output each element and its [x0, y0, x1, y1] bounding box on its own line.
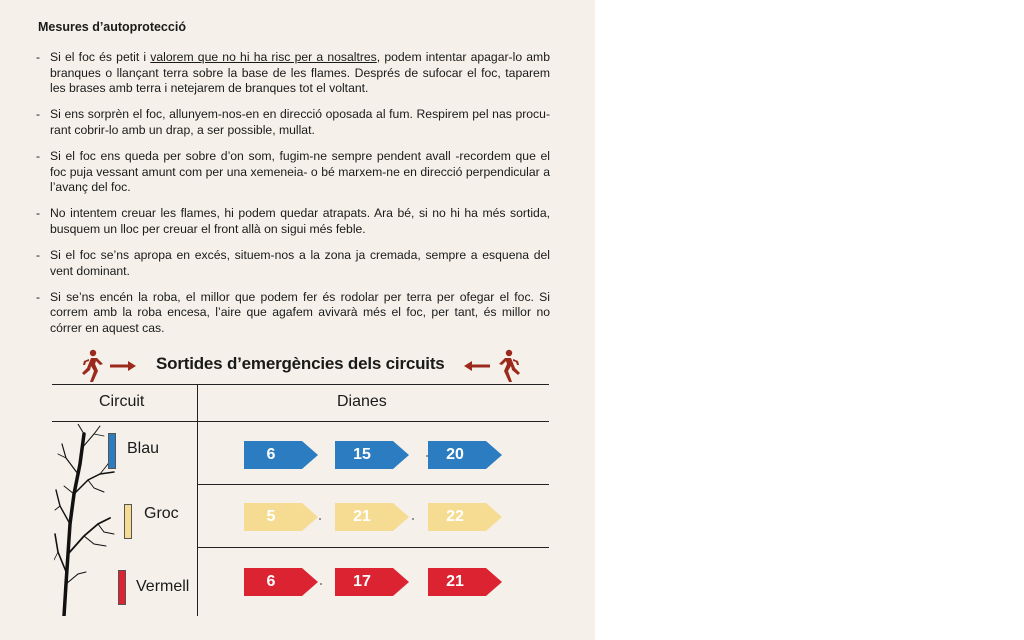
circuit-label-blau: Blau: [127, 440, 160, 457]
target-badge-groc: [244, 503, 318, 531]
target-number: 17: [353, 573, 371, 590]
list-item: - No intentem creuar les flames, hi podem quedar atrapats. Ara bé, si no hi ha més sortida, busquem un lloc per creuar el front allà on sigui més feble.: [36, 206, 550, 236]
target-badge-vermell: [335, 568, 409, 596]
target-number: 20: [446, 446, 464, 463]
target-number: 22: [446, 508, 464, 525]
target-badge-blau: [428, 441, 502, 469]
exits-table: [52, 384, 549, 616]
divider: [52, 421, 549, 422]
target-number: 6: [266, 446, 276, 463]
exits-title-row: [52, 348, 549, 384]
separator-dot: [319, 518, 321, 520]
arrow-left-icon: [464, 361, 490, 371]
divider: [52, 384, 549, 385]
target-number: 15: [353, 446, 371, 463]
target-badge-blau: [335, 441, 409, 469]
target-badge-vermell: [244, 568, 318, 596]
divider: [198, 547, 549, 548]
section-heading: Mesures d’autoprotecció: [38, 20, 186, 34]
list-item: - Si el foc ens queda per sobre d’on som, fugim-ne sempre pendent avall -recordem que el foc puja vessant amunt com per una xemeneia- o bé marxem-ne en direcció perpendicular a l’avanç del foc.: [36, 148, 550, 195]
target-number: 21: [353, 508, 371, 525]
arrow-right-icon: [110, 361, 136, 371]
column-header-circuit: Circuit: [99, 393, 145, 410]
target-badge-groc: [428, 503, 502, 531]
list-item: - Si el foc se’ns apropa en excés, situem-nos a la zona ja cremada, sempre a esquena del vent dominant.: [36, 247, 550, 278]
list-item: - Si se’ns encén la roba, el millor que podem fer és rodolar per terra per ofegar el foc. Si correm amb la roba encesa, l’aire que agafem avivarà més el foc, per tant, és millor no córrer en aquest cas.: [36, 289, 550, 335]
circuit-label-vermell: Vermell: [136, 578, 190, 595]
list-item: - Si ens sorprèn el foc, allunyem-nos-en en direcció oposada al fum. Respirem pel nas procurant cobrir-lo amb un drap, a ser possible, mullat.: [36, 107, 550, 137]
separator-dot: [412, 518, 414, 520]
exits-title: Sortides d’emergències dels circuits: [156, 354, 445, 373]
safety-measures-list: [36, 50, 550, 347]
divider: [197, 384, 198, 616]
separator-dot: [320, 583, 322, 585]
circuit-marker-vermell: [118, 570, 126, 605]
target-number: 6: [266, 573, 276, 590]
divider: [198, 484, 549, 485]
target-number: 5: [266, 508, 276, 525]
running-person-icon: [498, 349, 524, 383]
target-badge-groc: [335, 503, 409, 531]
circuit-marker-blau: [108, 433, 116, 469]
circuit-marker-groc: [124, 504, 132, 539]
target-number: 21: [446, 573, 464, 590]
list-item: - Si el foc és petit i valorem que no hi ha risc per a nosaltres, podem intentar apagar-lo amb branques o llançant terra sobre la base de les flames. Després de sufocar el foc, taparem les brases amb terra i netejarem de branques tot el voltant.: [36, 50, 550, 96]
target-badge-vermell: [428, 568, 502, 596]
target-badge-blau: [244, 441, 318, 469]
underlined-text: valorem que no hi ha risc per a nosaltres: [150, 50, 377, 64]
running-person-icon: [78, 349, 104, 383]
circuit-label-groc: Groc: [144, 505, 179, 522]
column-header-targets: Dianes: [337, 393, 387, 410]
